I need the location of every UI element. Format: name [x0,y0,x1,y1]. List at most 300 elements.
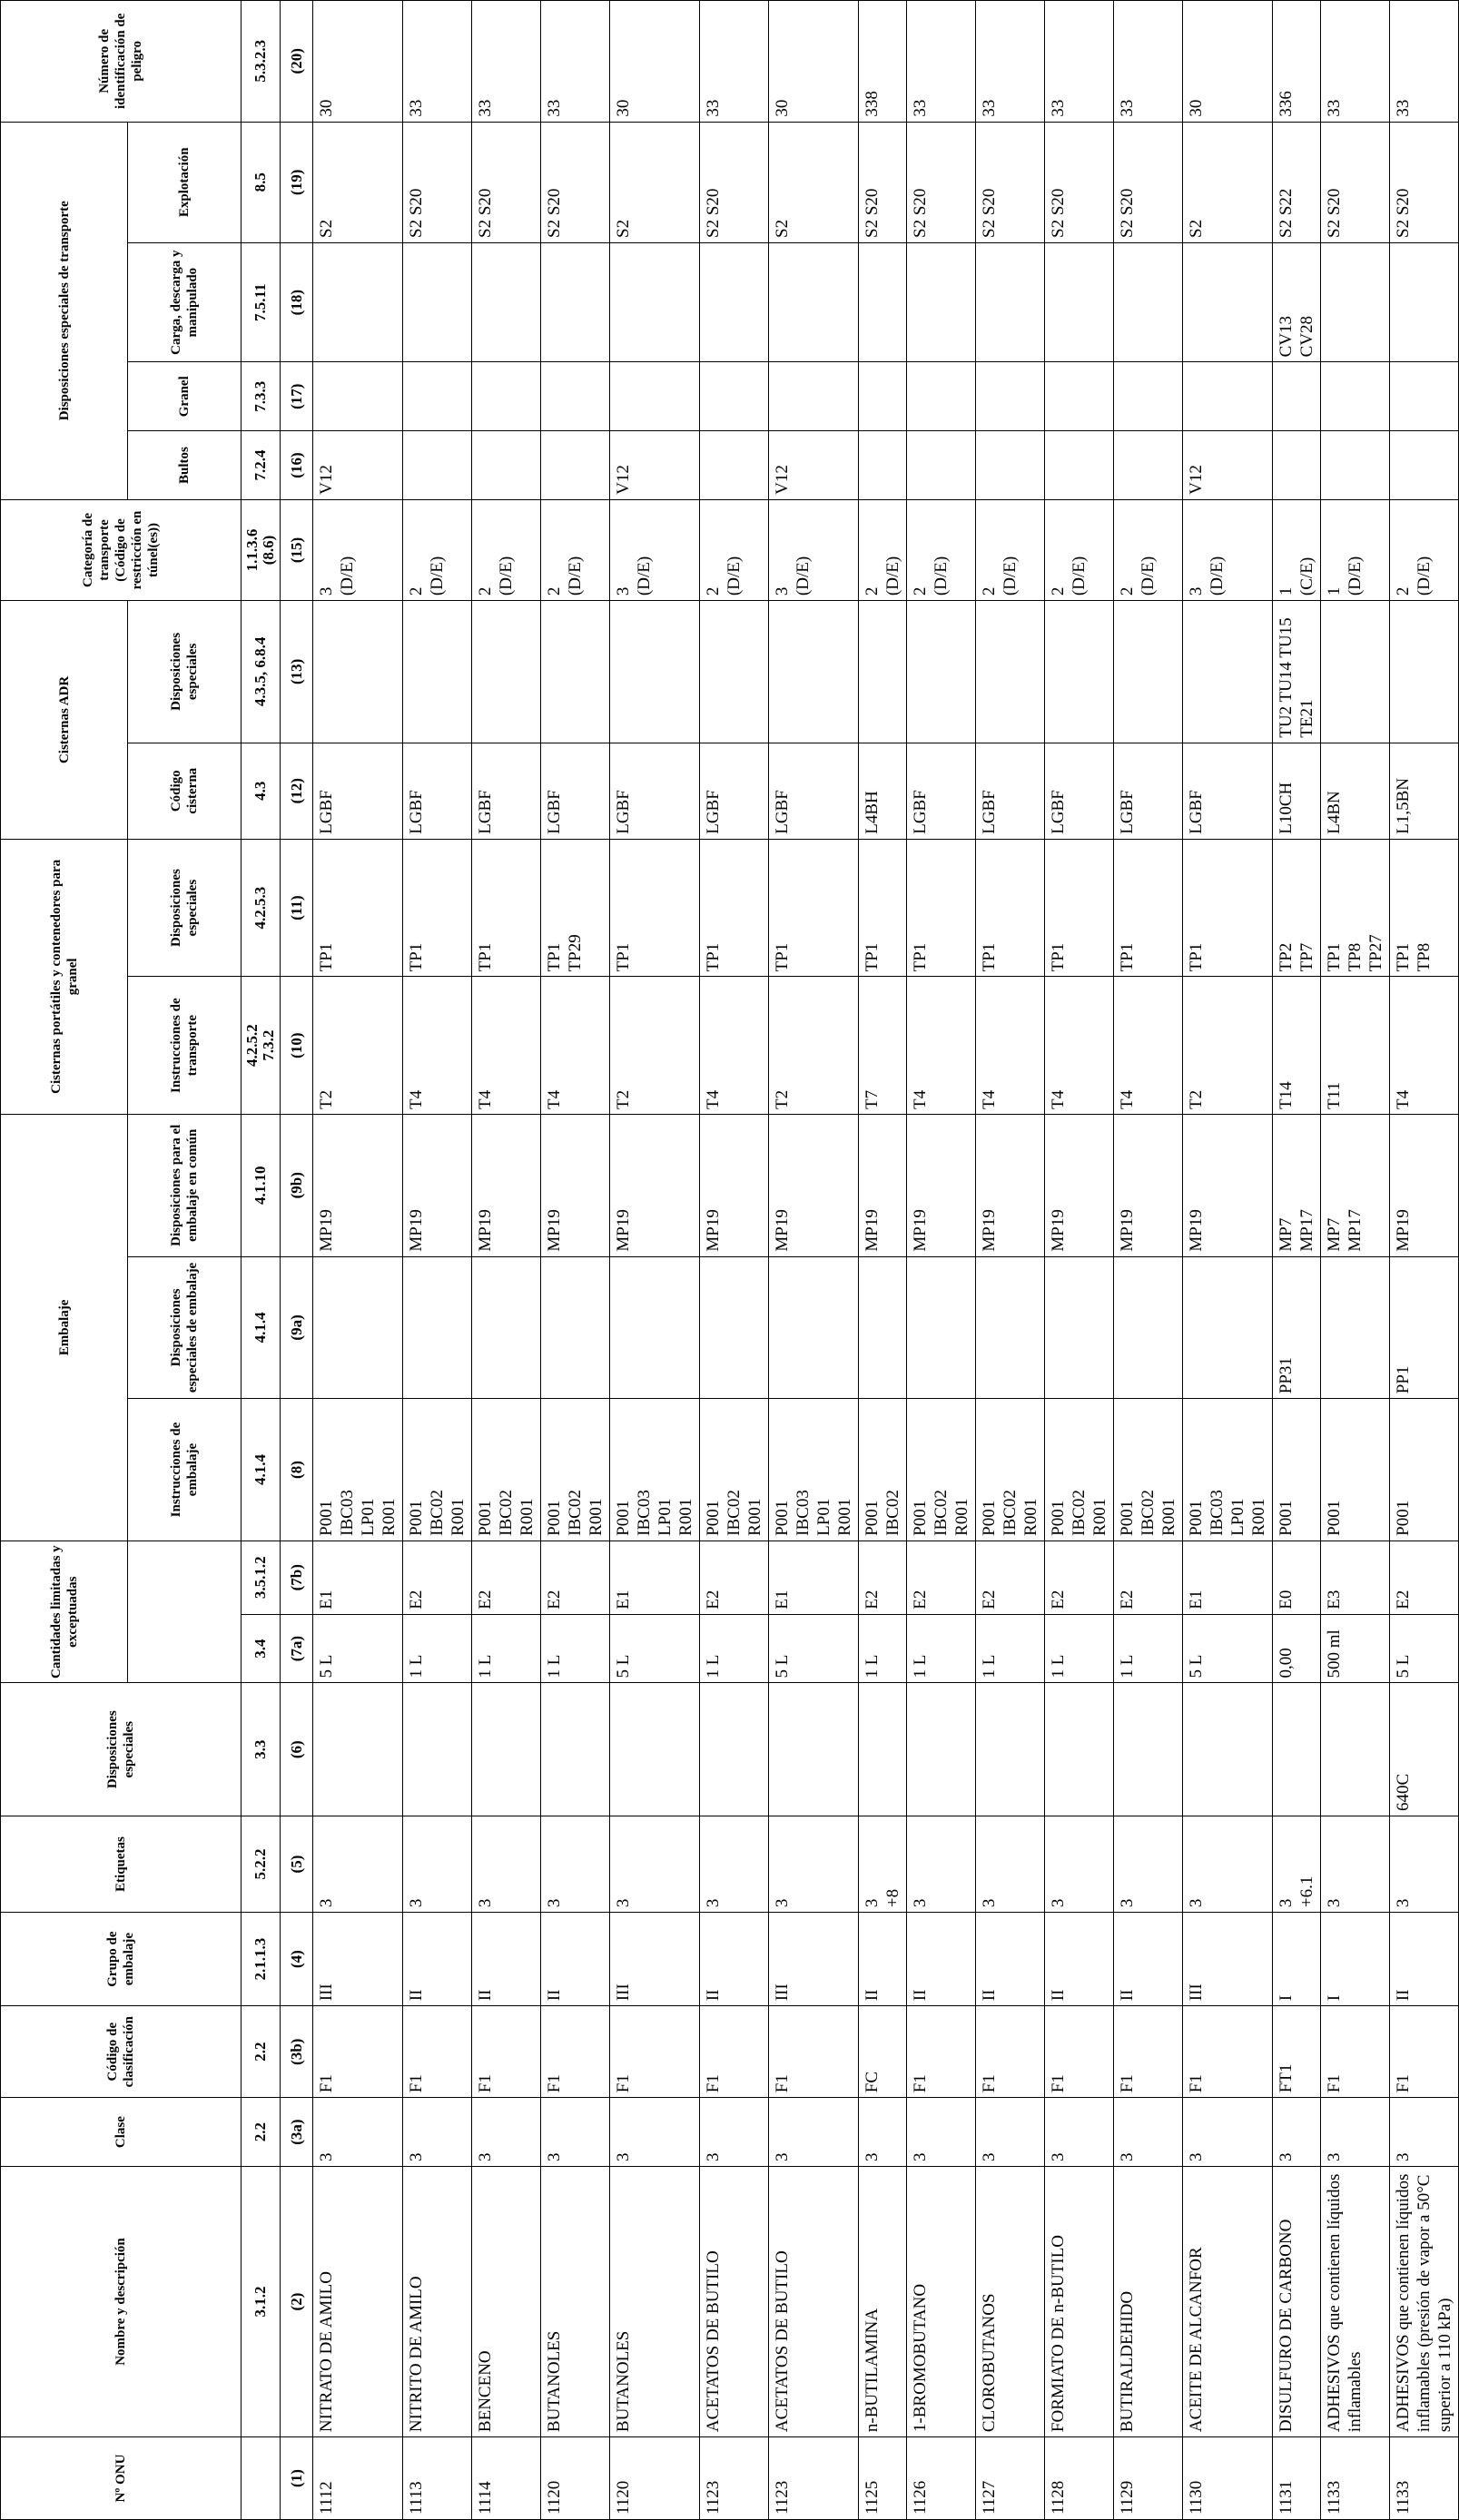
cell-line: MP17 [1297,1209,1316,1252]
cell-line: (D/E) [725,556,744,596]
table-cell: E2 [859,1541,907,1614]
table-cell [610,362,700,431]
table-cell: 30 [769,1,859,123]
table-cell: F1 [313,2006,403,2098]
cell-line: 3 [1277,1898,1296,1908]
table-cell: 1113 [403,2437,472,2520]
table-cell: F1 [1114,2006,1183,2098]
table-row [1390,1,1459,2520]
table-cell: MP19 [403,1114,472,1256]
table-cell: 3 [1183,1816,1273,1912]
table-cell [472,601,541,743]
table-cell: TP1 [769,839,859,977]
table-cell [1045,601,1114,743]
section-ref-21: 5.3.2.3 [242,1,281,123]
cell-line: 2 [1049,586,1068,596]
table-cell: NITRATO DE AMILO [313,2166,403,2436]
table-cell: F1 [610,2006,700,2098]
cell-line: CV28 [1297,315,1316,358]
table-cell: 5 L [610,1614,700,1683]
table-cell: F1 [1045,2006,1114,2098]
table-cell: TP1 [313,839,403,977]
table-cell: S2 [313,122,403,242]
table-cell: ACETATOS DE BUTILO [769,2166,859,2436]
table-cell [1045,242,1114,361]
table-cell: LGBF [1114,743,1183,839]
table-cell: LGBF [403,743,472,839]
table-cell: MP19 [610,1114,700,1256]
table-cell: T4 [1045,977,1114,1115]
table-cell: MP19 [859,1114,907,1256]
cell-line: MP7 [1277,1217,1296,1252]
table-cell: 3 [1321,1816,1390,1912]
table-cell [541,499,610,600]
cell-line: (D/E) [1208,556,1227,596]
table-cell [700,1683,769,1816]
table-cell [1183,1683,1273,1816]
table-cell: FORMIATO DE n-BUTILO [1045,2166,1114,2436]
table-cell: 1133 [1390,2437,1459,2520]
table-cell: 1128 [1045,2437,1114,2520]
table-cell: S2 S20 [976,122,1045,242]
table-cell [859,431,907,500]
cell-line: TP1 [1394,942,1413,972]
table-cell: FC [859,2006,907,2098]
table-cell: P001 [1321,1399,1390,1541]
table-cell [976,601,1045,743]
table-cell [1390,499,1459,600]
table-cell: TP1 [1183,839,1273,977]
cell-line: 3 [773,586,792,596]
table-cell [859,362,907,431]
table-cell: TP1 [700,839,769,977]
table-cell: S2 S20 [541,122,610,242]
table-cell [700,242,769,361]
table-cell: V12 [769,431,859,500]
table-cell [1321,839,1390,977]
table-cell [403,431,472,500]
cell-line: R001 [380,1498,399,1536]
table-cell: 3 [472,1816,541,1912]
table-row [610,1,700,2520]
table-cell: II [907,1913,976,2006]
cell-line: (D/E) [932,556,951,596]
cell-line: 1 [1325,586,1344,596]
table-cell: ACETATOS DE BUTILO [700,2166,769,2436]
table-cell [859,1816,907,1912]
table-cell: TP1 [976,839,1045,977]
table-cell [472,1399,541,1541]
cell-line: R001 [1021,1498,1040,1536]
header-transport-category: Categoría de transporte (Código de restricción en túnel(es)) [1,499,242,600]
table-cell [769,499,859,600]
table-cell: 3 [313,2098,403,2167]
table-cell: PP1 [1390,1256,1459,1399]
table-cell: T2 [610,977,700,1115]
table-cell: I [1321,1913,1390,2006]
cell-line: 2 [704,586,723,596]
cell-line: IBC03 [794,1490,813,1536]
table-cell: 1-BROMOBUTANO [907,2166,976,2436]
table-cell [700,499,769,600]
column-number-8: (7b) [281,1541,313,1614]
cell-line: TP8 [1346,942,1365,972]
table-cell: 33 [1390,1,1459,123]
table-cell [472,362,541,431]
cell-line: P001 [911,1500,930,1536]
table-cell: 30 [1183,1,1273,123]
section-ref-1: 3.1.2 [242,2166,281,2436]
table-cell: 5 L [1183,1614,1273,1683]
table-cell: F1 [403,2006,472,2098]
table-cell [1273,1114,1321,1256]
table-cell: 33 [1045,1,1114,123]
table-cell [1321,1256,1390,1399]
section-ref-2: 2.2 [242,2098,281,2167]
table-cell: 3 [403,1816,472,1912]
cell-line: MP7 [1325,1217,1344,1252]
table-cell: E1 [313,1541,403,1614]
table-cell: 1 L [541,1614,610,1683]
table-cell: 1112 [313,2437,403,2520]
table-cell [1114,431,1183,500]
column-number-7: (7a) [281,1614,313,1683]
table-cell: 30 [610,1,700,123]
table-cell: TP1 [1045,839,1114,977]
table-cell: T2 [313,977,403,1115]
table-cell: MP19 [1045,1114,1114,1256]
table-cell [859,1256,907,1399]
table-cell: LGBF [313,743,403,839]
table-cell: E0 [1273,1541,1321,1614]
cell-line: LP01 [359,1498,378,1536]
table-cell: BUTIRALDEHIDO [1114,2166,1183,2436]
table-cell [976,499,1045,600]
header-packing-group: Grupo de embalaje [1,1913,242,2006]
table-cell: S2 S20 [700,122,769,242]
cell-line: IBC03 [338,1490,357,1536]
table-cell [769,1399,859,1541]
table-cell: 500 ml [1321,1614,1390,1683]
table-cell: L1,5BN [1390,743,1459,839]
cell-line: R001 [1159,1498,1178,1536]
table-cell [976,1683,1045,1816]
cell-line: 2 [863,586,882,596]
table-cell: 33 [700,1,769,123]
cell-line: (D/E) [1070,556,1089,596]
column-number-11: (9b) [281,1114,313,1256]
table-cell: ADHESIVOS que contienen líquidos inflamables [1321,2166,1390,2436]
cell-line: P001 [614,1500,633,1536]
cell-line: (D/E) [428,556,447,596]
table-cell: 3 [907,2098,976,2167]
table-cell: 1 L [472,1614,541,1683]
table-row [1045,1,1114,2520]
table-cell: V12 [610,431,700,500]
table-cell [541,242,610,361]
table-cell: CLOROBUTANOS [976,2166,1045,2436]
table-cell: 1 L [403,1614,472,1683]
table-cell: 3 [907,1816,976,1912]
table-cell [1321,242,1390,361]
header-special-provisions: Disposiciones especiales [1,1683,242,1816]
table-cell: TP1 [610,839,700,977]
table-cell: TP1 [1114,839,1183,977]
table-cell: LGBF [472,743,541,839]
cell-line: P001 [317,1500,336,1536]
table-body [313,1,1459,2520]
table-cell: 1 L [700,1614,769,1683]
cell-line: TP27 [1366,934,1385,972]
header-labels: Etiquetas [1,1816,242,1912]
table-row [907,1,976,2520]
table-cell: 3 [700,1816,769,1912]
table-cell: E2 [1114,1541,1183,1614]
table-cell [1045,499,1114,600]
cell-line: R001 [587,1498,606,1536]
table-row [859,1,907,2520]
table-cell: III [769,1913,859,2006]
table-cell [700,431,769,500]
table-cell: 1120 [610,2437,700,2520]
table-cell: 3 [1390,1816,1459,1912]
table-cell: 3 [541,1816,610,1912]
table-cell [769,362,859,431]
table-cell [1390,601,1459,743]
table-cell [1114,362,1183,431]
table-cell: MP19 [1114,1114,1183,1256]
table-cell: FT1 [1273,2006,1321,2098]
cell-line: MP17 [1346,1209,1365,1252]
table-cell: 3 [769,1816,859,1912]
column-number-21: (20) [281,1,313,123]
table-cell [472,431,541,500]
cell-line: R001 [1090,1498,1109,1536]
cell-line: IBC02 [1070,1490,1089,1536]
table-row [976,1,1045,2520]
cell-line: P001 [773,1500,792,1536]
cell-line: TU2 TU14 TU15 [1277,617,1296,738]
table-cell: TP1 [859,839,907,977]
table-cell [907,1399,976,1541]
table-cell: 3 [1273,2098,1321,2167]
table-cell [907,1683,976,1816]
table-cell: E1 [610,1541,700,1614]
column-number-2: (3a) [281,2098,313,2167]
table-cell: S2 S20 [1390,122,1459,242]
table-cell: 640C [1390,1683,1459,1816]
table-cell [1183,1399,1273,1541]
table-cell [976,242,1045,361]
table-cell [1321,1683,1390,1816]
table-cell [1045,431,1114,500]
header-tank-code: Código cisterna [128,743,242,839]
section-ref-4: 2.1.1.3 [242,1913,281,2006]
table-cell [859,1683,907,1816]
cell-line: IBC03 [635,1490,654,1536]
cell-line: (D/E) [1415,556,1434,596]
table-cell [1114,1399,1183,1541]
table-cell [403,1399,472,1541]
column-number-19: (18) [281,242,313,361]
header-packages: Bultos [128,431,242,500]
table-cell [1390,242,1459,361]
table-cell [1045,1256,1114,1399]
table-cell: BUTANOLES [541,2166,610,2436]
header-packing-instructions: Instrucciones de embalaje [128,1399,242,1541]
table-cell [907,499,976,600]
cell-line: 2 [407,586,426,596]
table-cell: III [313,1913,403,2006]
column-number-3: (3b) [281,2006,313,2098]
cell-line: P001 [1049,1500,1068,1536]
header-transport-instructions: Instrucciones de transporte [128,977,242,1115]
table-cell [1390,362,1459,431]
table-cell: ACEITE DE ALCANFOR [1183,2166,1273,2436]
table-cell: F1 [472,2006,541,2098]
header-group-quantities: Cantidades limitadas y exceptuadas [1,1541,128,1683]
table-cell: DISULFURO DE CARBONO [1273,2166,1321,2436]
cell-line: TP29 [566,934,585,972]
table-cell: E2 [1390,1541,1459,1614]
table-cell: T11 [1321,977,1390,1115]
table-cell [769,242,859,361]
cell-line: LP01 [814,1498,833,1536]
cell-line: 3 [1187,586,1206,596]
section-ref-16: 1.1.3.6 (8.6) [242,499,281,600]
table-cell: MP19 [541,1114,610,1256]
table-cell: E2 [1045,1541,1114,1614]
table-cell [1114,242,1183,361]
column-number-row [281,1,313,2520]
table-cell [1183,362,1273,431]
table-cell: 33 [403,1,472,123]
cell-line: IBC02 [932,1490,951,1536]
column-number-14: (12) [281,743,313,839]
table-cell: F1 [1183,2006,1273,2098]
cell-line: 2 [980,586,999,596]
table-cell: II [403,1913,472,2006]
table-cell [313,362,403,431]
table-cell: II [976,1913,1045,2006]
table-cell: 3 [1390,2098,1459,2167]
table-cell [1114,1256,1183,1399]
header-group-adr-tanks: Cisternas ADR [1,601,128,840]
table-cell: 3 [1114,1816,1183,1912]
table-cell: LGBF [610,743,700,839]
table-cell: 1120 [541,2437,610,2520]
table-row [700,1,769,2520]
table-row [769,1,859,2520]
table-cell: 33 [976,1,1045,123]
section-ref-9: 4.1.4 [242,1399,281,1541]
table-cell: E2 [541,1541,610,1614]
table-cell: 1 L [1045,1614,1114,1683]
table-cell: TP1 [907,839,976,977]
section-ref-6: 3.3 [242,1683,281,1816]
table-cell [1273,601,1321,743]
table-cell [610,601,700,743]
cell-line: R001 [952,1498,971,1536]
cell-line: (D/E) [1139,556,1158,596]
table-cell [610,1399,700,1541]
table-cell: 3 [1183,2098,1273,2167]
column-number-6: (6) [281,1683,313,1816]
table-cell: T4 [1114,977,1183,1115]
table-cell [769,1683,859,1816]
table-cell: 1129 [1114,2437,1183,2520]
table-cell: S2 S20 [859,122,907,242]
cell-line: (C/E) [1297,556,1316,596]
cell-line: LP01 [656,1498,675,1536]
table-cell: 1 L [907,1614,976,1683]
header-name: Nombre y descripción [1,2166,242,2436]
table-cell [610,1256,700,1399]
cell-line: +6.1 [1297,1875,1316,1908]
table-cell [859,242,907,361]
table-cell: II [1114,1913,1183,2006]
column-number-12: (10) [281,977,313,1115]
table-cell: 3 [541,2098,610,2167]
table-cell: S2 [1183,122,1273,242]
table-cell: T2 [769,977,859,1115]
table-cell: MP19 [472,1114,541,1256]
table-cell [541,601,610,743]
table-cell: 1 L [859,1614,907,1683]
table-cell [1273,362,1321,431]
cell-line: R001 [745,1498,764,1536]
table-cell: 33 [541,1,610,123]
table-cell: F1 [907,2006,976,2098]
cell-line: 2 [476,586,495,596]
table-cell [1183,1256,1273,1399]
table-cell: 3 [403,2098,472,2167]
cell-line: TP8 [1415,942,1434,972]
table-cell: TP1 [403,839,472,977]
table-cell: 3 [859,2098,907,2167]
cell-line: R001 [518,1498,537,1536]
table-cell: II [541,1913,610,2006]
table-cell [403,601,472,743]
table-cell [472,242,541,361]
column-number-9: (8) [281,1399,313,1541]
table-cell [1273,839,1321,977]
table-cell: n-BUTILAMINA [859,2166,907,2436]
table-cell [1321,1114,1390,1256]
table-cell: S2 S20 [907,122,976,242]
table-cell: P001 [1390,1399,1459,1541]
table-cell: F1 [769,2006,859,2098]
table-cell: E3 [1321,1541,1390,1614]
section-ref-17: 7.2.4 [242,431,281,500]
section-ref-11: 4.1.10 [242,1114,281,1256]
table-cell [1321,601,1390,743]
table-cell: T4 [1390,977,1459,1115]
table-cell: F1 [1321,2006,1390,2098]
cell-line: IBC03 [1208,1490,1227,1536]
table-row [1183,1,1273,2520]
table-cell: MP19 [700,1114,769,1256]
table-cell [313,1399,403,1541]
cell-line: +8 [883,1888,902,1908]
table-cell: LGBF [1183,743,1273,839]
table-cell [907,431,976,500]
table-row [1114,1,1183,2520]
table-cell: 3 [472,2098,541,2167]
table-cell: LGBF [541,743,610,839]
table-row [541,1,610,2520]
column-number-20: (19) [281,122,313,242]
